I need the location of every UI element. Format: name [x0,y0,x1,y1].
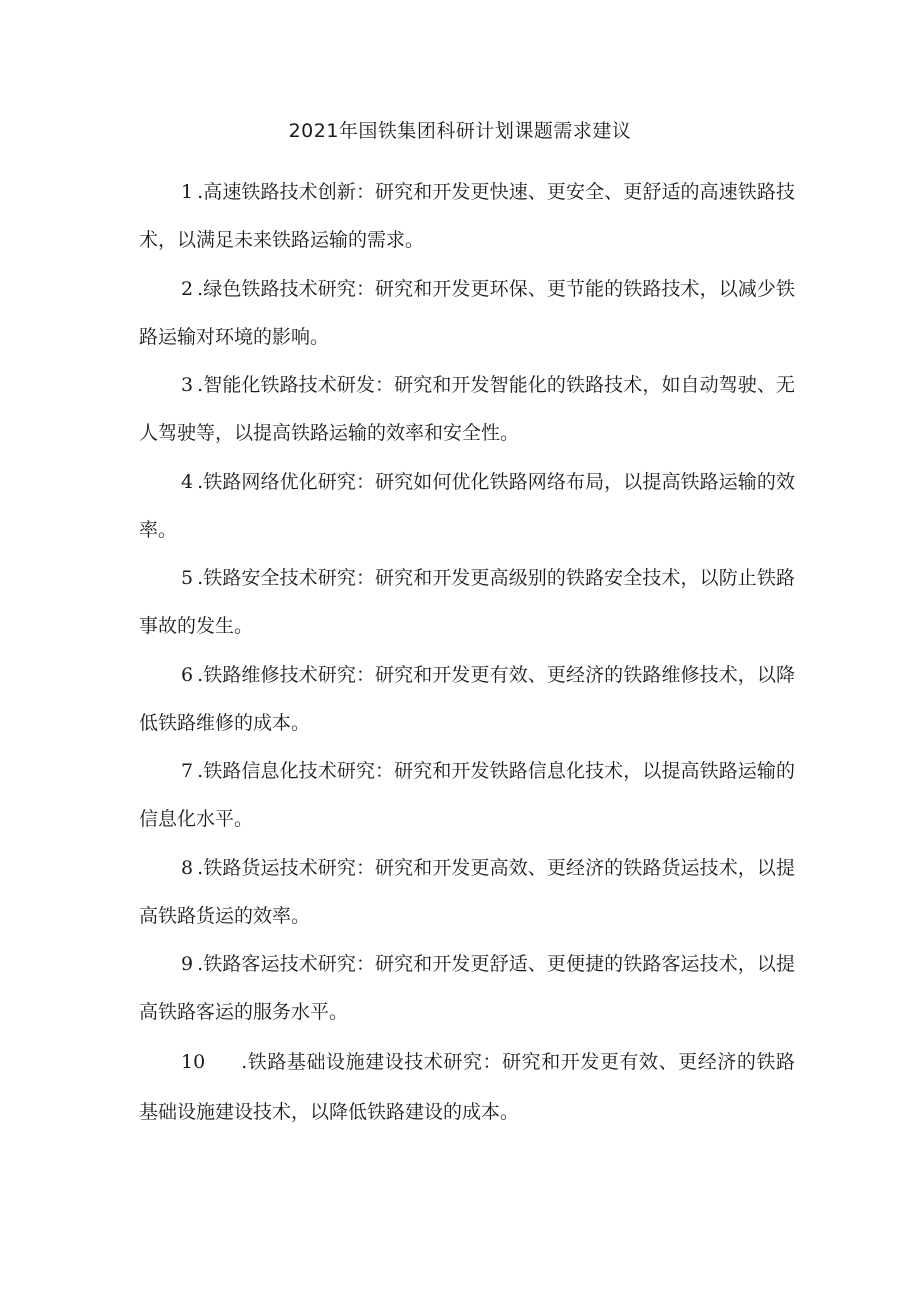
item-text: .铁路信息化技术研究：研究和开发铁路信息化技术，以提高铁路运输的信息化水平。 [139,760,795,830]
item-text: .铁路基础设施建设技术研究：研究和开发更有效、更经济的铁路基础设施建设技术，以降低铁路建设的成本。 [139,1050,795,1123]
list-item [139,168,795,264]
list-item [139,940,795,1036]
item-number: 2 [181,277,194,300]
item-text: .高速铁路技术创新：研究和开发更快速、更安全、更舒适的高速铁路技术，以满足未来铁路运输的需求。 [139,181,795,251]
item-text: .智能化铁路技术研发：研究和开发智能化的铁路技术，如自动驾驶、无人驾驶等，以提高铁路运输的效率和安全性。 [139,374,795,444]
item-number: 8 [181,856,194,879]
list-item [139,361,795,457]
item-number: 3 [181,374,194,396]
item-number: 6 [181,663,194,686]
item-number: 7 [181,760,194,782]
item-text: .铁路客运技术研究：研究和开发更舒适、更便捷的铁路客运技术，以提高铁路客运的服务水平。 [139,953,795,1023]
list-item [139,1037,795,1137]
item-number: 9 [181,953,194,975]
item-text: .绿色铁路技术研究：研究和开发更环保、更节能的铁路技术，以减少铁路运输对环境的影响。 [139,277,795,348]
list-item [139,458,795,554]
item-text: .铁路货运技术研究：研究和开发更高效、更经济的铁路货运技术，以提高铁路货运的效率。 [139,856,795,927]
item-text: .铁路安全技术研究：研究和开发更高级别的铁路安全技术，以防止铁路事故的发生。 [139,567,795,637]
list-item [139,651,795,747]
document-title: 2021年国铁集团科研计划课题需求建议 [288,120,632,142]
item-number: 10 [181,1050,206,1073]
item-number: 1 [181,181,194,203]
suggestion-list [139,168,795,1137]
list-item [139,265,795,361]
list-item [139,554,795,650]
item-number: 4 [181,470,194,493]
item-text: .铁路网络优化研究：研究如何优化铁路网络布局，以提高铁路运输的效率。 [139,470,795,541]
item-number: 5 [181,567,194,589]
item-text: .铁路维修技术研究：研究和开发更有效、更经济的铁路维修技术，以降低铁路维修的成本。 [139,663,795,734]
list-item [139,844,795,940]
list-item [139,747,795,843]
